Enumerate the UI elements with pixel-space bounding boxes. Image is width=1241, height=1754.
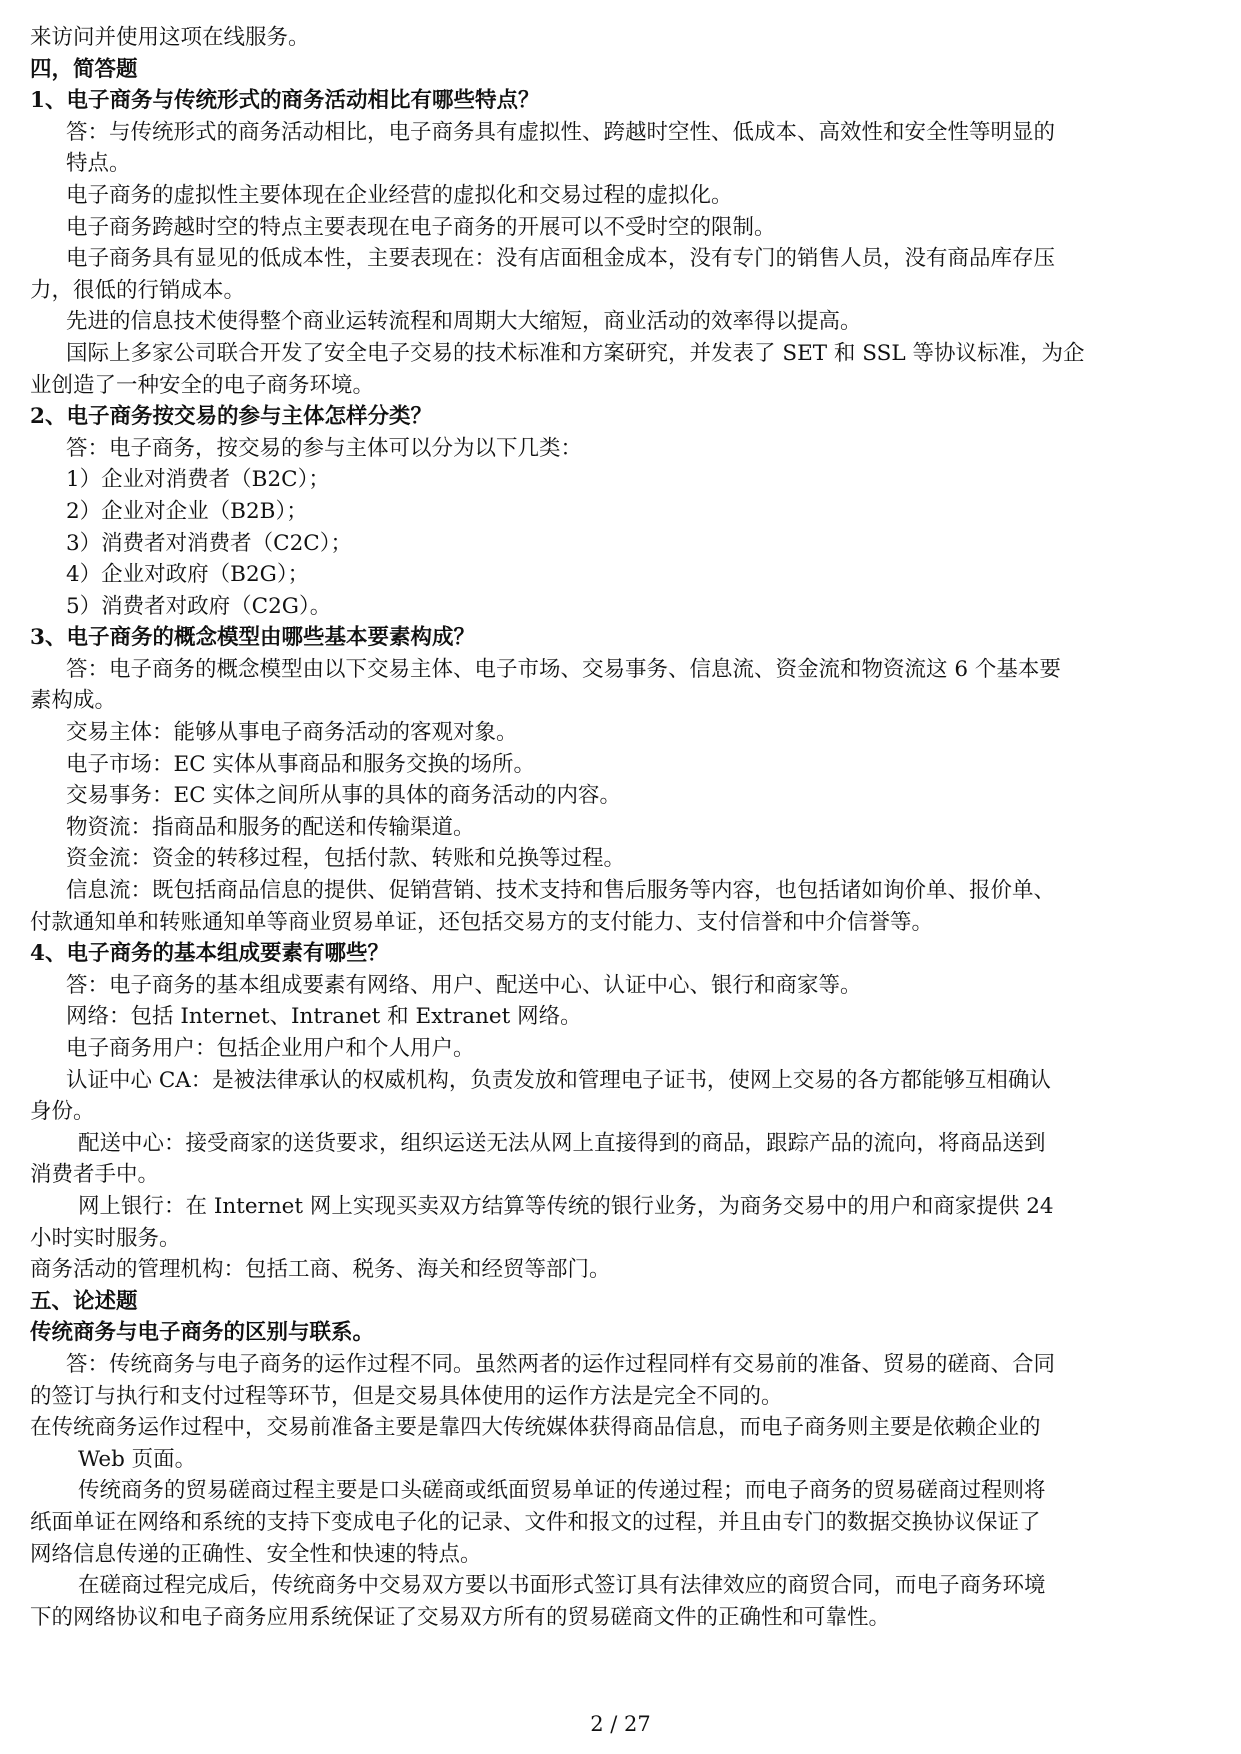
page-number: 2 / 27 — [590, 1712, 651, 1736]
section-heading: 四，简答题 — [30, 56, 138, 82]
text-line: 在磋商过程完成后，传统商务中交易双方要以书面形式签订具有法律效应的商贸合同，而电子商务环境 — [78, 1573, 1046, 1599]
text-line: 力，很低的行销成本。 — [30, 277, 246, 303]
text-line: 2）企业对企业（B2B）； — [66, 498, 308, 524]
text-line: Web 页面。 — [78, 1446, 197, 1472]
text-line: 身份。 — [30, 1099, 95, 1125]
text-line: 答：电子商务的概念模型由以下交易主体、电子市场、交易事务、信息流、资金流和物资流这 6 个基本要 — [66, 656, 1061, 682]
text-line: 答：与传统形式的商务活动相比，电子商务具有虚拟性、跨越时空性、低成本、高效性和安全性等明显的 — [66, 119, 1056, 145]
text-line: 电子商务具有显见的低成本性，主要表现在：没有店面租金成本，没有专门的销售人员，没有商品库存压 — [66, 246, 1056, 272]
text-line: 电子市场：EC 实体从事商品和服务交换的场所。 — [66, 751, 535, 777]
text-line: 物资流：指商品和服务的配送和传输渠道。 — [66, 814, 475, 840]
text-line: 小时实时服务。 — [30, 1225, 181, 1251]
text-line: 电子商务的虚拟性主要体现在企业经营的虚拟化和交易过程的虚拟化。 — [66, 182, 733, 208]
text-line: 付款通知单和转账通知单等商业贸易单证，还包括交易方的支付能力、支付信誉和中介信誉等。 — [30, 909, 934, 935]
text-line: 特点。 — [66, 151, 131, 177]
section-heading: 3、电子商务的概念模型由哪些基本要素构成？ — [30, 625, 475, 651]
text-line: 传统商务的贸易磋商过程主要是口头磋商或纸面贸易单证的传递过程；而电子商务的贸易磋商过程则将 — [78, 1478, 1046, 1504]
text-line: 业创造了一种安全的电子商务环境。 — [30, 372, 375, 398]
section-heading: 2、电子商务按交易的参与主体怎样分类？ — [30, 404, 432, 430]
text-line: 5）消费者对政府（C2G）。 — [66, 593, 332, 619]
text-line: 先进的信息技术使得整个商业运转流程和周期大大缩短，商业活动的效率得以提高。 — [66, 309, 862, 335]
text-line: 网络：包括 Internet、Intranet 和 Extranet 网络。 — [66, 1004, 582, 1030]
text-line: 交易事务：EC 实体之间所从事的具体的商务活动的内容。 — [66, 783, 621, 809]
section-heading: 1、电子商务与传统形式的商务活动相比有哪些特点？ — [30, 88, 540, 114]
text-line: 电子商务用户：包括企业用户和个人用户。 — [66, 1036, 475, 1061]
text-line: 3）消费者对消费者（C2C）； — [66, 530, 353, 556]
text-line: 1）企业对消费者（B2C）； — [66, 467, 330, 493]
text-line: 纸面单证在网络和系统的支持下变成电子化的记录、文件和报文的过程，并且由专门的数据交换协议保证了 — [30, 1509, 1041, 1535]
text-line: 信息流：既包括商品信息的提供、促销营销、技术支持和售后服务等内容，也包括诸如询价单、报价单、 — [66, 878, 1056, 904]
text-line: 交易主体：能够从事电子商务活动的客观对象。 — [66, 720, 518, 746]
text-line: 认证中心 CA：是被法律承认的权威机构，负责发放和管理电子证书，使网上交易的各方都能够互相确认 — [66, 1067, 1051, 1093]
text-line: 国际上多家公司联合开发了安全电子交易的技术标准和方案研究，并发表了 SET 和 SSL 等协议标准，为企 — [66, 340, 1085, 366]
text-line: 的签订与执行和支付过程等环节，但是交易具体使用的运作方法是完全不同的。 — [30, 1383, 783, 1409]
text-line: 网络信息传递的正确性、安全性和快速的特点。 — [30, 1541, 482, 1567]
section-heading: 传统商务与电子商务的区别与联系。 — [30, 1320, 375, 1346]
text-line: 消费者手中。 — [30, 1162, 160, 1188]
text-line: 4）企业对政府（B2G）； — [66, 562, 310, 588]
text-line: 在传统商务运作过程中，交易前准备主要是靠四大传统媒体获得商品信息，而电子商务则主要是依赖企业的 — [30, 1415, 1041, 1441]
section-heading: 4、电子商务的基本组成要素有哪些？ — [30, 941, 389, 967]
text-line: 配送中心：接受商家的送货要求，组织运送无法从网上直接得到的商品，跟踪产品的流向，将商品送到 — [78, 1130, 1046, 1156]
section-heading: 五、论述题 — [30, 1288, 138, 1314]
document-body — [30, 22, 1207, 1633]
text-line: 网上银行：在 Internet 网上实现买卖双方结算等传统的银行业务，为商务交易中的用户和商家提供 24 — [78, 1193, 1054, 1219]
text-line: 电子商务跨越时空的特点主要表现在电子商务的开展可以不受时空的限制。 — [66, 214, 776, 240]
text-line: 来访问并使用这项在线服务。 — [30, 25, 310, 50]
text-line: 答：传统商务与电子商务的运作过程不同。虽然两者的运作过程同样有交易前的准备、贸易的磋商、合同 — [66, 1351, 1056, 1377]
text-line: 答：电子商务，按交易的参与主体可以分为以下几类： — [66, 435, 583, 461]
text-line: 资金流：资金的转移过程，包括付款、转账和兑换等过程。 — [66, 846, 626, 872]
text-line: 商务活动的管理机构：包括工商、税务、海关和经贸等部门。 — [30, 1257, 611, 1283]
text-line: 素构成。 — [30, 688, 117, 714]
text-line: 答：电子商务的基本组成要素有网络、用户、配送中心、认证中心、银行和商家等。 — [66, 972, 862, 998]
text-line: 下的网络协议和电子商务应用系统保证了交易双方所有的贸易磋商文件的正确性和可靠性。 — [30, 1604, 891, 1630]
